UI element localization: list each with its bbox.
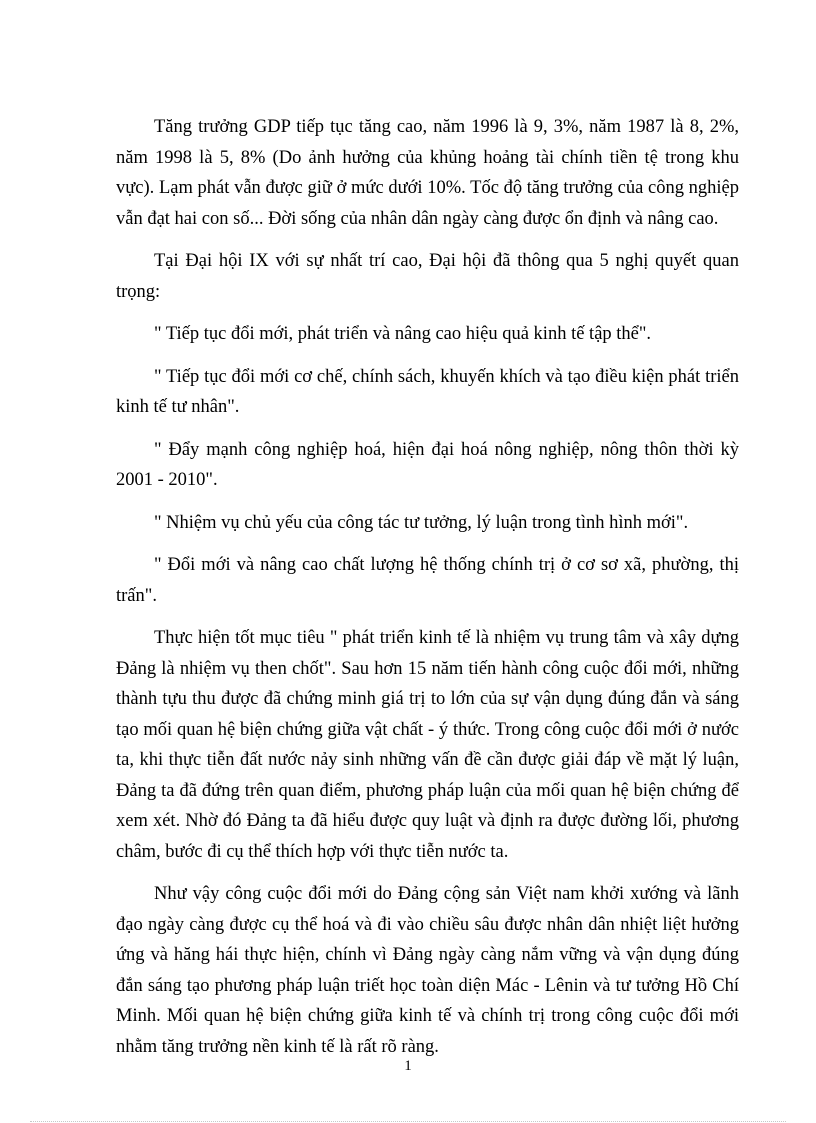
page-number: 1 bbox=[404, 1058, 412, 1074]
resolution-private-economy: " Tiếp tục đổi mới cơ chế, chính sách, khuyến khích và tạo điều kiện phát triển kinh tế tư nhân". bbox=[116, 366, 739, 417]
paragraph-congress-ix: Tại Đại hội IX với sự nhất trí cao, Đại hội đã thông qua 5 nghị quyết quan trọng: bbox=[116, 251, 739, 302]
resolution-industrialization: " Đẩy mạnh công nghiệp hoá, hiện đại hoá nông nghiệp, nông thôn thời kỳ 2001 - 2010". bbox=[116, 439, 739, 490]
page-edge-divider bbox=[30, 1121, 786, 1122]
resolution-ideology: " Nhiệm vụ chủ yếu của công tác tư tưởng, lý luận trong tình hình mới". bbox=[154, 512, 689, 533]
paragraph-gdp-growth: Tăng trưởng GDP tiếp tục tăng cao, năm 1996 là 9, 3%, năm 1987 là 8, 2%, năm 1998 là 5, 8% (Do ảnh hưởng của khủng hoảng tài chính tiền tệ trong khu vực). Lạm phát vẫn được giữ ở mức dưới 10%. Tốc độ tăng trưởng của công nghiệp vẫn đạt hai con số... Đời sống của nhân dân ngày càng được ổn định và nâng cao. bbox=[116, 117, 739, 229]
paragraph-conclusion: Như vậy công cuộc đổi mới do Đảng cộng sản Việt nam khởi xướng và lãnh đạo ngày càng được cụ thể hoá và đi vào chiều sâu được nhân dân nhiệt liệt hưởng ứng và hăng hái thực hiện, chính vì Đảng ngày càng nắm vững và vận dụng đúng đắn sáng tạo phương pháp luận triết học toàn diện Mác - Lênin và tư tưởng Hồ Chí Minh. Mối quan hệ biện chứng giữa kinh tế và chính trị trong công cuộc đổi mới nhằm tăng trưởng nền kinh tế là rất rõ ràng. bbox=[116, 884, 739, 1057]
document-body bbox=[116, 112, 739, 1074]
resolution-collective-economy: " Tiếp tục đổi mới, phát triển và nâng cao hiệu quả kinh tế tập thể". bbox=[154, 324, 652, 344]
paragraph-achievements: Thực hiện tốt mục tiêu " phát triển kinh tế là nhiệm vụ trung tâm và xây dựng Đảng là nhiệm vụ then chốt". Sau hơn 15 năm tiến hành công cuộc đổi mới, những thành tựu thu được đã chứng minh giá trị to lớn của sự vận dụng đúng đắn và sáng tạo mối quan hệ biện chứng giữa vật chất - ý thức. Trong công cuộc đổi mới ở nước ta, khi thực tiễn đất nước nảy sinh những vấn đề cần được giải đáp về mặt lý luận, Đảng ta đã đứng trên quan điểm, phương pháp luận của mối quan hệ biện chứng để xem xét. Nhờ đó Đảng ta đã hiểu được quy luật và định ra được đường lối, phương châm, bước đi cụ thể thích hợp với thực tiễn nước ta. bbox=[116, 628, 739, 862]
resolution-political-system: " Đổi mới và nâng cao chất lượng hệ thống chính trị ở cơ sơ xã, phường, thị trấn". bbox=[116, 555, 739, 606]
